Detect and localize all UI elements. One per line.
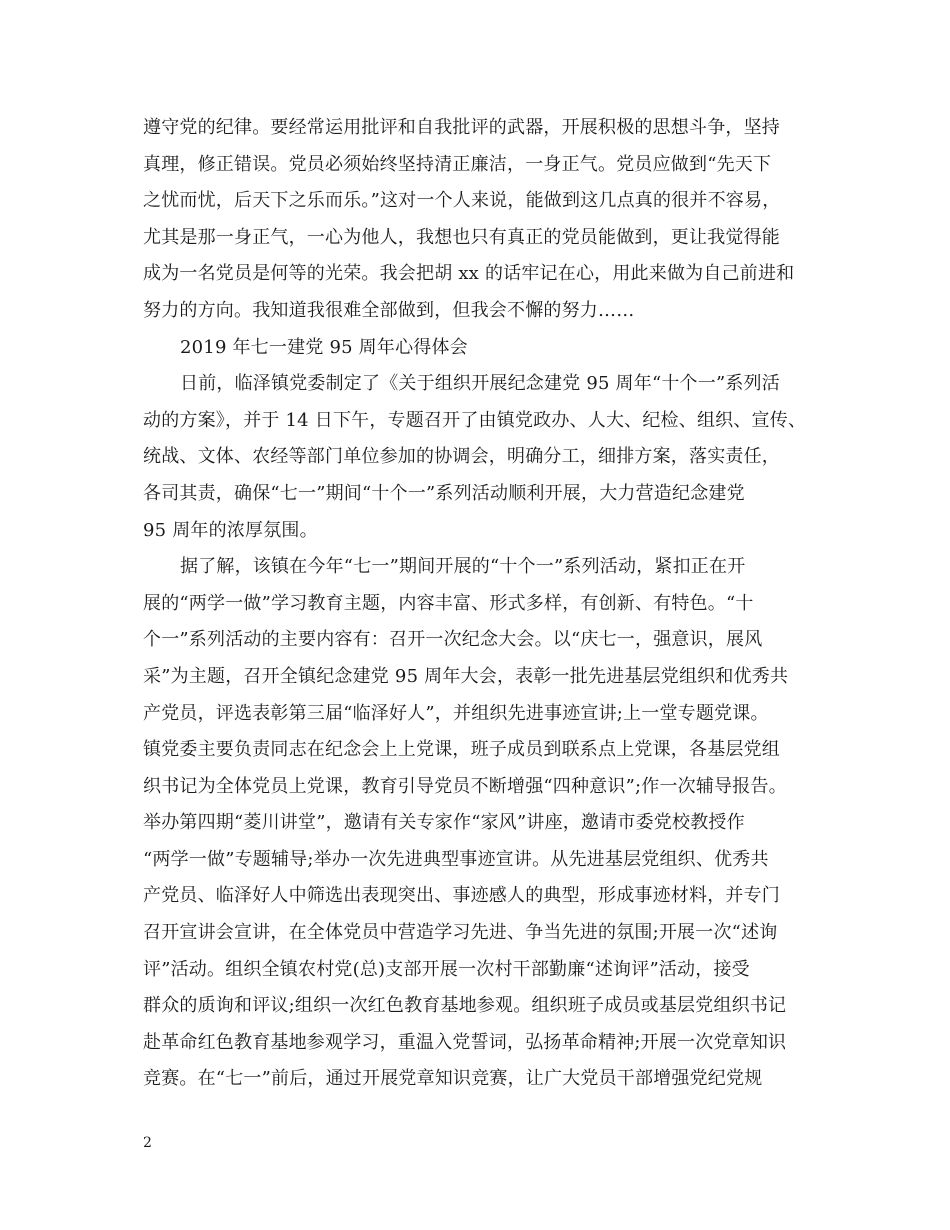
text-line: 评”活动。组织全镇农村党(总)支部开展一次村干部勤廉“述询评”活动，接受 xyxy=(143,958,750,980)
text-line: 真理，修正错误。党员必须始终坚持清正廉洁，一身正气。党员应做到“先天下 xyxy=(143,153,772,175)
text-line: 日前，临泽镇党委制定了《关于组织开展纪念建党 95 周年“十个一”系列活 xyxy=(180,373,780,395)
page-number: 2 xyxy=(143,1135,152,1151)
text-line: 织书记为全体党员上党课，教育引导党员不断增强“四种意识”;作一次辅导报告。 xyxy=(143,775,787,797)
text-line: 镇党委主要负责同志在纪念会上上党课，班子成员到联系点上党课，各基层党组 xyxy=(143,739,780,761)
text-line: 展的“两学一做”学习教育主题，内容丰富、形式多样，有创新、有特色。“十 xyxy=(143,592,754,614)
text-line: 据了解，该镇在今年“七一”期间开展的“十个一”系列活动，紧扣正在开 xyxy=(180,556,746,578)
text-line: 产党员，评选表彰第三届“临泽好人”，并组织先进事迹宣讲;上一堂专题党课。 xyxy=(143,702,769,724)
text-line: 之忧而忧，后天下之乐而乐。”这对一个人来说，能做到这几点真的很并不容易， xyxy=(143,190,781,212)
text-line: 召开宣讲会宣讲，在全体党员中营造学习先进、争当先进的氛围;开展一次“述询 xyxy=(143,922,778,944)
text-line: 各司其责，确保“七一”期间“十个一”系列活动顺利开展，大力营造纪念建党 xyxy=(143,482,745,504)
text-line: 竞赛。在“七一”前后，通过开展党章知识竞赛，让广大党员干部增强党纪党规 xyxy=(143,1068,763,1090)
text-line: 成为一名党员是何等的光荣。我会把胡 xx 的话牢记在心，用此来做为自己前进和 xyxy=(143,263,795,285)
text-line: 举办第四期“菱川讲堂”，邀请有关专家作“家风”讲座，邀请市委党校教授作 xyxy=(143,812,745,834)
text-line: “两学一做”专题辅导;举办一次先进典型事迹宣讲。从先进基层党组织、优秀共 xyxy=(143,848,769,870)
text-line: 努力的方向。我知道我很难全部做到，但我会不懈的努力…… xyxy=(143,299,635,321)
text-line: 95 周年的浓厚氛围。 xyxy=(143,519,318,541)
text-line: 赴革命红色教育基地参观学习，重温入党誓词，弘扬革命精神;开展一次党章知识 xyxy=(143,1031,787,1053)
text-line: 产党员、临泽好人中筛选出表现突出、事迹感人的典型，形成事迹材料，并专门 xyxy=(143,885,780,907)
text-line: 采”为主题，召开全镇纪念建党 95 周年大会，表彰一批先进基层党组织和优秀共 xyxy=(143,665,789,687)
text-line: 个一”系列活动的主要内容有：召开一次纪念大会。以“庆七一，强意识，展风 xyxy=(143,629,763,651)
document-body xyxy=(143,110,813,1098)
text-line: 尤其是那一身正气，一心为他人，我想也只有真正的党员能做到，更让我觉得能 xyxy=(143,226,780,248)
text-line: 统战、文体、农经等部门单位参加的协调会，明确分工，细排方案，落实责任， xyxy=(143,446,780,468)
text-line: 遵守党的纪律。要经常运用批评和自我批评的武器，开展积极的思想斗争，坚持 xyxy=(143,117,780,138)
text-line: 动的方案》，并于 14 日下午，专题召开了由镇党政办、人大、纪检、组织、宣传、 xyxy=(143,409,807,431)
section-heading: 2019 年七一建党 95 周年心得体会 xyxy=(180,336,468,358)
text-line: 群众的质询和评议;组织一次红色教育基地参观。组织班子成员或基层党组织书记 xyxy=(143,995,787,1017)
